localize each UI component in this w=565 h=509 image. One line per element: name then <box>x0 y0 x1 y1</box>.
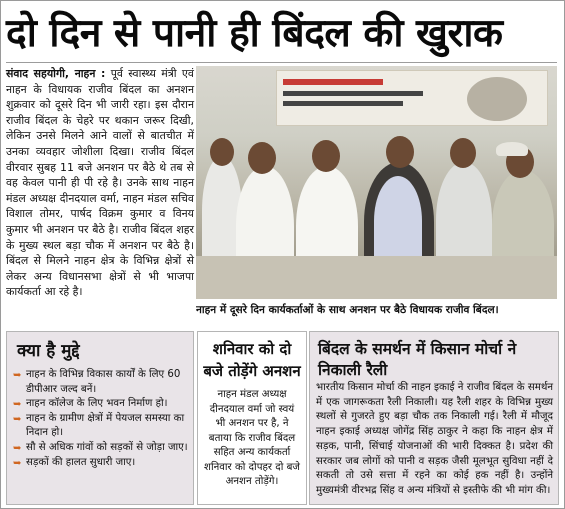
photo-floor <box>196 256 557 299</box>
issues-title: क्या है मुद्दे <box>17 341 80 361</box>
article-body <box>6 66 194 328</box>
headline: दो दिन से पानी ही बिंदल की खुराक <box>6 10 503 56</box>
headline-rule <box>6 62 557 63</box>
hunger-strike-title: शनिवार को दो बजे तोड़ेंगे अनशन <box>203 340 301 380</box>
hunger-strike-text: नाहन मंडल अध्यक्ष दीनदयाल वर्मा जो स्वयं भी अनशन पर है, ने बताया कि राजीव बिंदल सहित अन्य कार्यकर्ता शनिवार को दोपहर दो बजे अनशन तोड़ेंगे। <box>204 389 300 487</box>
list-item: ➥ नाहन कॉलेज के लिए भवन निर्माण हो। <box>13 397 191 412</box>
article-text: पूर्व स्वास्थ्य मंत्री एवं नाहन के विधायक राजीव बिंदल का अनशन शुक्रवार को दूसरे दिन भी जारी रहा। इस दौरान राजीव बिंदल के चेहरे पर थकान जरूर दिखी, लेकिन उनसे मिलने आने वालों से बातचीत में उनका व्यवहार जोशीला दिखा। राजीव बिंदल वीरवार सुबह 11 बजे अनशन पर बैठे थे तब से वह केवल पानी ही पी रहे है। उनके साथ नाहन मंडल अध्यक्ष दीनदयाल वर्मा, नाहन मंडल सचिव विशाल तोमर, पार्षद विक्रम कुमार व विनय कुमार भी अनशन पर बैठे है। राजीव बिंदल शहर के मुख्य स्थल बड़ा चौक में अनशन पर बैठे है। बिंदल से मिलने नाहन क्षेत्र के विभिन्न क्षेत्रों से लेकर अन्य विधानसभा क्षेत्रों से भी भाजपा कार्यकर्ता आ रहे है। <box>6 67 194 299</box>
rally-text: भारतीय किसान मोर्चा की नाहन इकाई ने राजीव बिंदल के समर्थन में एक जागरूकता रैली निकाली। यह रैली शहर के विभिन्न मुख्य स्थलों से गुजरते हुए बड़ा चौक तक निकाली गई। रैली में मौजूद नाहन इकाई अध्यक्ष जोगेंद्र सिंह ठाकुर ने कहा कि नाहन क्षेत्र में सड़क, पानी, सिंचाई योजनाओं की भारी दिक्कत है। प्रदेश की सरकार जब लोगों को पानी व सड़क जैसी मूलभूत सुविधा नहीं दे सकती तो उसे सत्ता में रहने का कोई हक नहीं है। उन्होंने मुख्यमंत्री वीरभद्र सिंह व अन्य मंत्रियों से इस्तीफे की भी मांग की। <box>316 382 553 496</box>
arrow-bullet-icon: ➥ <box>13 442 22 454</box>
photo-banner <box>276 70 548 126</box>
list-item: ➥ सड़कों की हालत सुधारी जाए। <box>13 456 191 471</box>
issues-box <box>6 331 194 505</box>
arrow-bullet-icon: ➥ <box>13 370 22 381</box>
photo-caption: नाहन में दूसरे दिन कार्यकर्ताओं के साथ अनशन पर बैठे विधायक राजीव बिंदल। <box>196 304 499 316</box>
news-photo <box>196 66 557 299</box>
arrow-bullet-icon: ➥ <box>13 457 22 469</box>
rally-box <box>309 331 559 505</box>
list-item: ➥ नाहन के विभिन्न विकास कार्यों के लिए 60 डीपीआर जल्द बनें। <box>13 369 181 395</box>
arrow-bullet-icon: ➥ <box>13 413 22 425</box>
list-item: ➥ नाहन के ग्रामीण क्षेत्रों में पेयजल समस्या का निदान हो। <box>13 412 185 439</box>
issues-list <box>13 368 191 470</box>
rally-title: बिंदल के समर्थन में किसान मोर्चा ने निकाली रैली <box>318 339 517 379</box>
hunger-strike-box <box>197 331 307 505</box>
dateline: संवाद सहयोगी, नाहन : <box>6 67 106 80</box>
arrow-bullet-icon: ➥ <box>13 399 22 411</box>
list-item: ➥ सौ से अधिक गांवों को सड़कों से जोड़ा जाए। <box>13 441 191 456</box>
